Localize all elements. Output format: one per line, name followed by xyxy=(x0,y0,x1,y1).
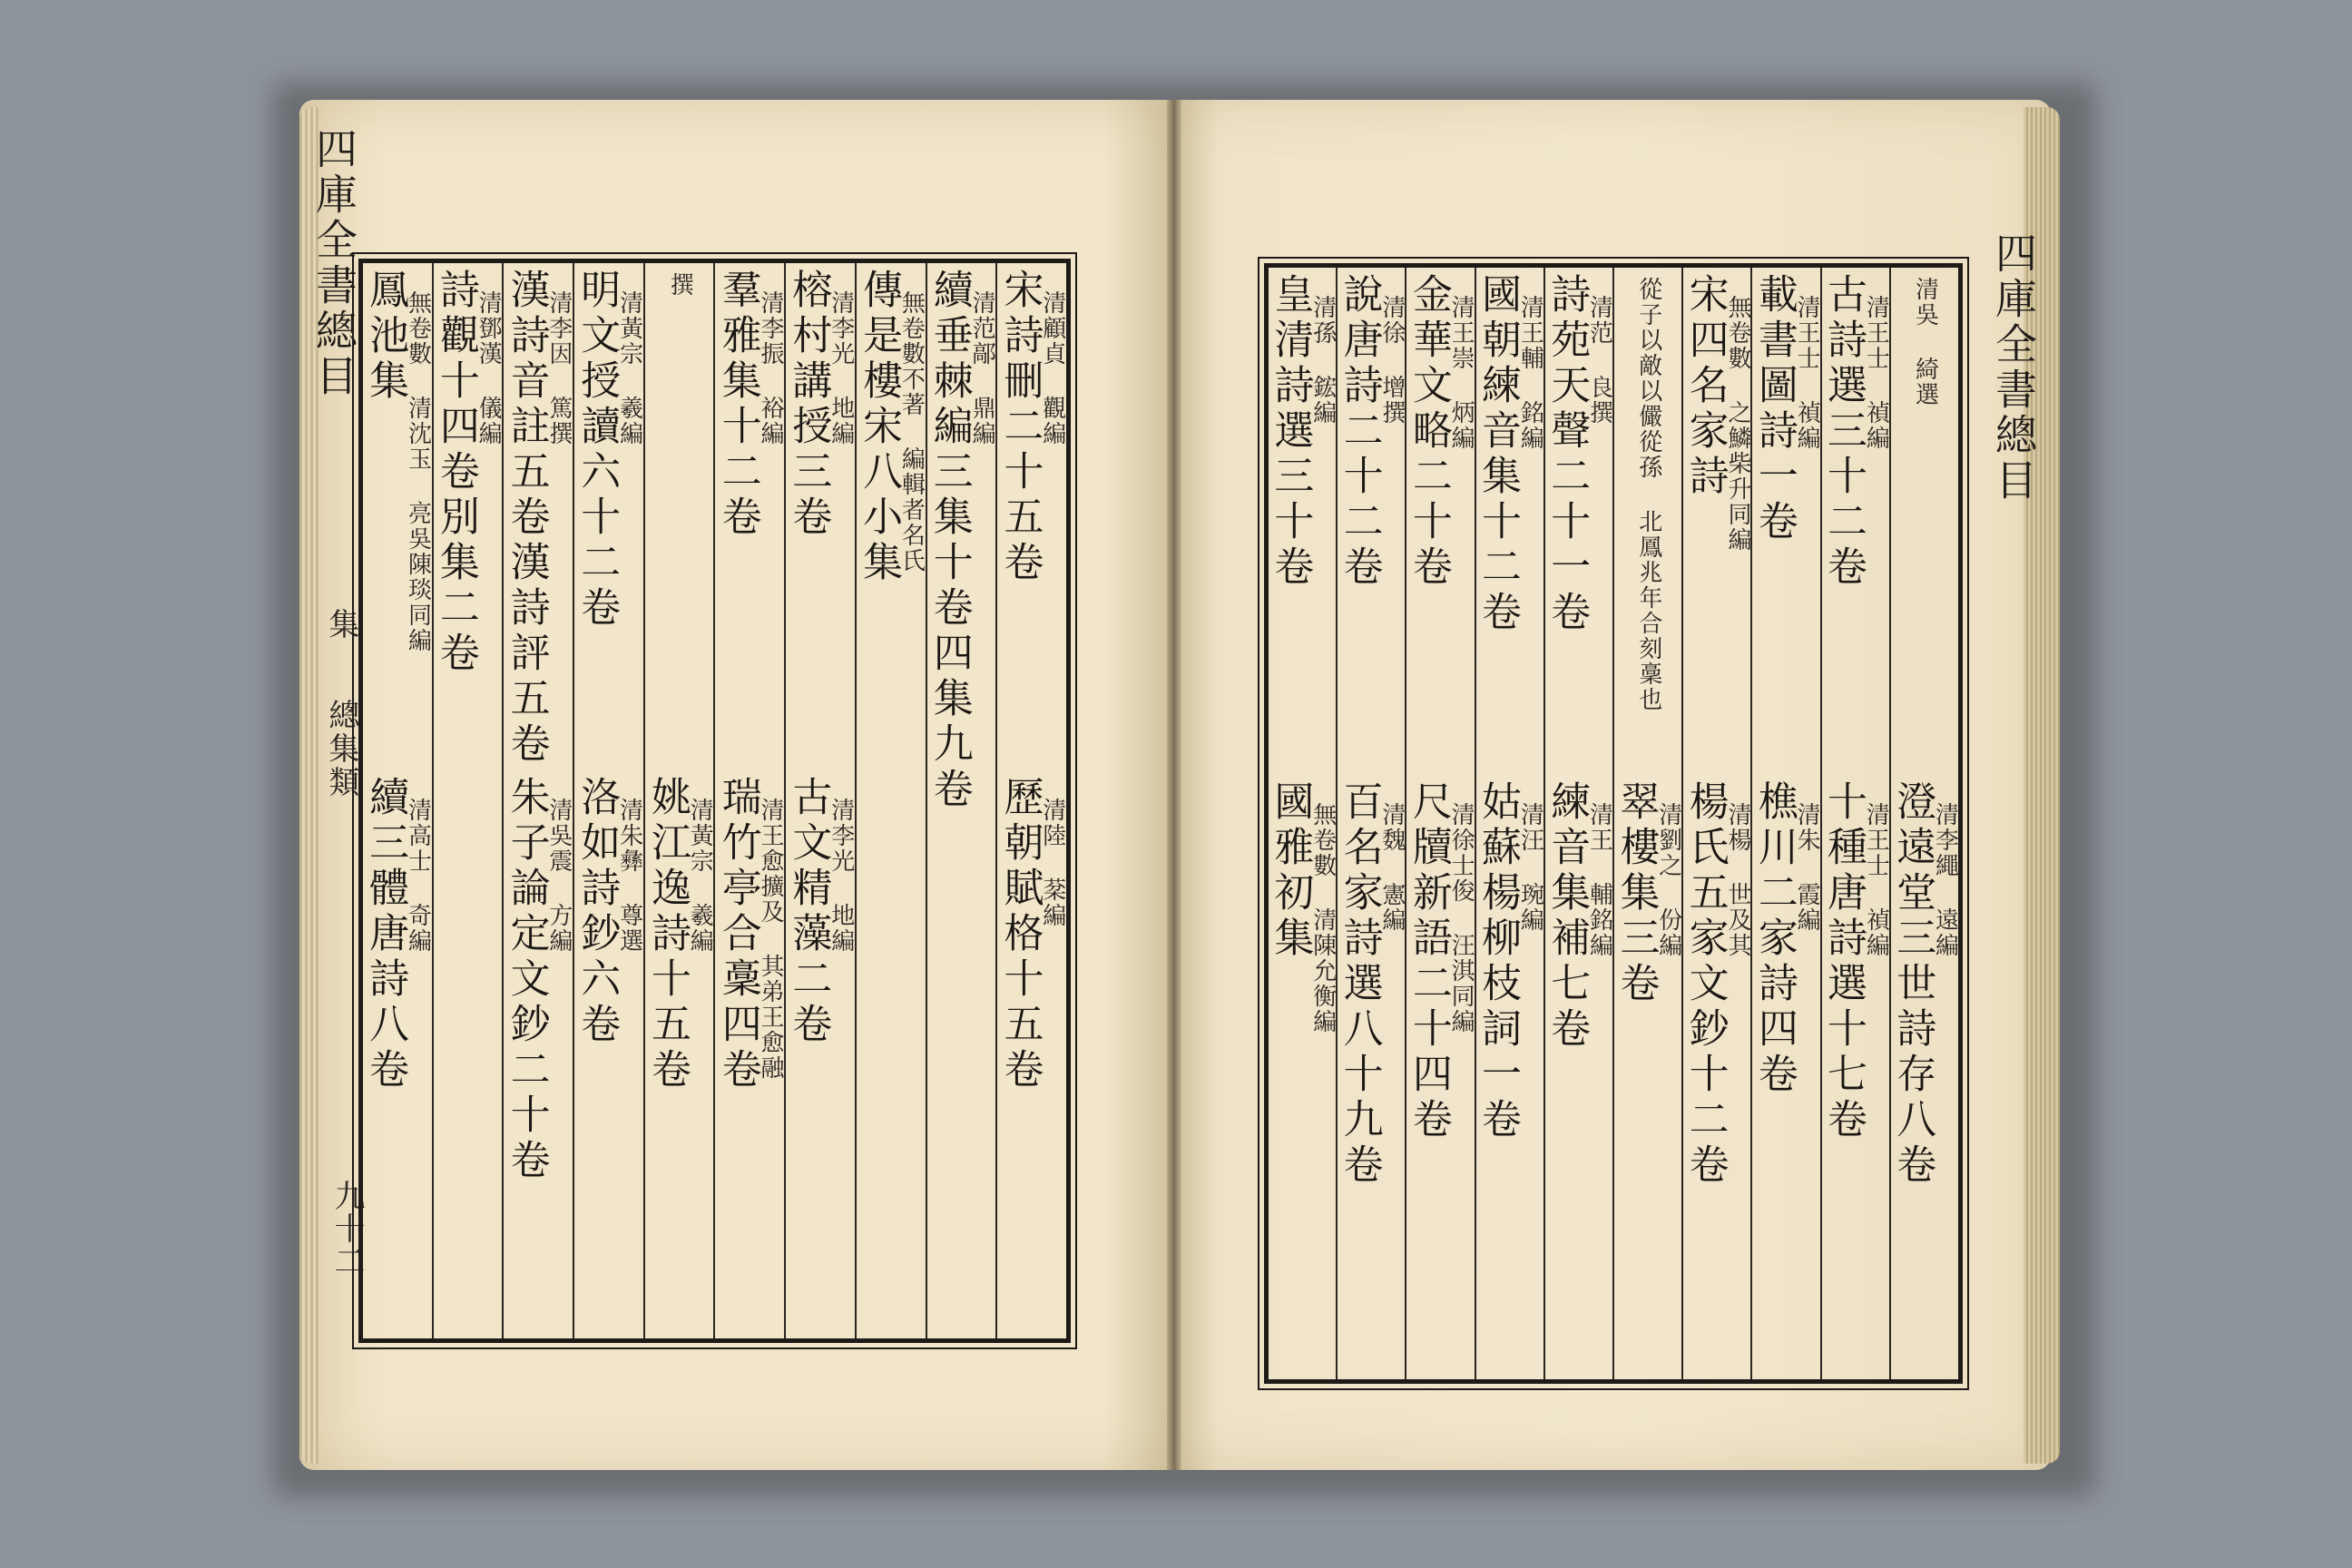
entry-title: 翠樓集三卷 xyxy=(1612,780,1660,1007)
catalog-entry xyxy=(1406,780,1474,1143)
entry-annotation: 清吳震 方編 xyxy=(544,798,573,954)
book-gutter xyxy=(1167,100,1181,1470)
catalog-entry xyxy=(1635,273,1660,712)
catalog-entry xyxy=(1911,273,1939,407)
left-margin-title: 四庫全書總目 xyxy=(309,127,358,399)
entry-annotation: 清徐士俊 汪淇同編 xyxy=(1447,802,1475,1034)
entry-title: 樵川二家詩四卷 xyxy=(1750,780,1798,1098)
entry-title: 姚江逸詩十五卷 xyxy=(643,776,691,1093)
entry-title: 明文授讀六十二卷 xyxy=(573,269,621,632)
catalog-entry xyxy=(1752,780,1819,1098)
entry-annotation: 清吳 綺選 xyxy=(1911,277,1939,407)
entry-title: 十種唐詩選十七卷 xyxy=(1820,780,1867,1143)
entry-title: 百名家詩選八十九卷 xyxy=(1336,780,1383,1189)
right-column xyxy=(1750,268,1819,1379)
left-column xyxy=(995,263,1066,1338)
entry-annotation: 清李振 裕編 xyxy=(756,290,784,446)
catalog-entry xyxy=(362,269,432,653)
catalog-entry xyxy=(503,269,573,768)
entry-annotation: 清王愈擴及 其弟王愈融 xyxy=(756,798,784,1081)
catalog-entry xyxy=(1822,780,1889,1143)
entry-annotation: 清鄧漢 儀編 xyxy=(475,290,503,446)
right-column xyxy=(1544,268,1612,1379)
right-column xyxy=(1405,268,1474,1379)
entry-title: 練音集補七卷 xyxy=(1544,780,1591,1053)
entry-annotation: 清王士 禎編 xyxy=(1793,295,1821,451)
catalog-entry xyxy=(1476,780,1544,1143)
catalog-entry xyxy=(1545,780,1612,1053)
entry-title: 載書圖詩一卷 xyxy=(1750,273,1798,545)
catalog-entry xyxy=(573,269,643,632)
left-column xyxy=(713,263,784,1338)
entry-annotation: 清范鄗 鼎編 xyxy=(968,290,996,446)
catalog-entry xyxy=(714,269,784,541)
catalog-entry xyxy=(504,776,573,1184)
catalog-entry xyxy=(645,776,714,1093)
entry-annotation: 無卷數 之鱗柴升同編 xyxy=(1723,295,1751,553)
entry-title: 鳳池集 xyxy=(362,269,409,405)
catalog-entry xyxy=(363,776,432,1093)
catalog-entry xyxy=(1683,780,1750,1189)
entry-title: 澄遠堂三世詩存八卷 xyxy=(1889,780,1936,1189)
catalog-entry xyxy=(926,269,996,813)
page-number: 九十二 xyxy=(328,1180,365,1278)
entry-annotation: 清范 良撰 xyxy=(1585,295,1613,426)
entry-annotation: 清劉之 份編 xyxy=(1654,802,1682,958)
right-margin-title: 四庫全書總目 xyxy=(1989,231,2038,504)
entry-annotation: 清高士 奇編 xyxy=(404,798,432,954)
entry-title: 瑞竹亭合稾四卷 xyxy=(714,776,761,1093)
catalog-entry xyxy=(785,269,855,541)
catalog-entry xyxy=(856,269,926,586)
entry-title: 傳是樓宋八小集 xyxy=(856,269,903,586)
entry-annotation: 清黃宗 羲編 xyxy=(686,798,714,954)
entry-title: 說唐詩二十二卷 xyxy=(1336,273,1383,591)
left-column xyxy=(573,263,643,1338)
entry-annotation: 清王輔 銘編 xyxy=(1516,295,1544,451)
catalog-entry xyxy=(574,776,643,1048)
entry-title: 國雅初集 xyxy=(1267,780,1314,962)
entry-title: 續垂棘編三集十卷四集九卷 xyxy=(926,269,973,813)
entry-annotation: 清李光 地編 xyxy=(827,798,855,954)
right-column xyxy=(1681,268,1750,1379)
right-column xyxy=(1820,268,1889,1379)
entry-annotation: 撰 xyxy=(666,272,694,298)
entry-title: 續三體唐詩八卷 xyxy=(362,776,409,1093)
left-column xyxy=(363,263,432,1338)
catalog-entry xyxy=(997,776,1066,1093)
entry-title: 洛如詩鈔六卷 xyxy=(573,776,621,1048)
entry-title: 漢詩音註五卷漢詩評五卷 xyxy=(503,269,550,768)
entry-annotation: 清魏 憲編 xyxy=(1377,802,1406,933)
catalog-entry xyxy=(1891,780,1958,1189)
left-text-frame xyxy=(358,259,1071,1343)
right-column xyxy=(1475,268,1544,1379)
catalog-entry xyxy=(1269,780,1336,1034)
catalog-entry xyxy=(1820,273,1890,591)
catalog-entry xyxy=(1267,273,1337,591)
right-column xyxy=(1612,268,1681,1379)
catalog-entry xyxy=(1338,780,1405,1189)
entry-title: 羣雅集十二卷 xyxy=(714,269,761,541)
entry-annotation: 清徐 增撰 xyxy=(1377,295,1406,426)
entry-annotation: 清王士 禎編 xyxy=(1862,295,1890,451)
right-column xyxy=(1889,268,1958,1379)
right-column xyxy=(1269,268,1336,1379)
entry-title: 國朝練音集十二卷 xyxy=(1475,273,1522,636)
left-column xyxy=(643,263,714,1338)
entry-annotation: 清孫 鋐編 xyxy=(1308,295,1337,426)
catalog-entry xyxy=(1614,780,1681,1007)
entry-annotation: 清李繩 遠編 xyxy=(1931,802,1959,958)
entry-annotation: 無卷數 清陳允衡編 xyxy=(1308,802,1337,1034)
left-column xyxy=(502,263,573,1338)
left-column xyxy=(926,263,996,1338)
entry-annotation: 清顧貞 觀編 xyxy=(1038,290,1066,446)
entry-title: 古詩選三十二卷 xyxy=(1820,273,1867,591)
entry-annotation: 清朱彝 尊選 xyxy=(615,798,643,954)
entry-annotation: 清李光 地編 xyxy=(827,290,855,446)
entry-annotation: 無卷數不著 編輯者名氏 xyxy=(897,290,926,573)
entry-annotation: 清黃宗 羲編 xyxy=(615,290,643,446)
catalog-entry xyxy=(1546,273,1611,636)
entry-annotation: 從子以敵以儼從孫 北鳳兆年合刻稾也 xyxy=(1634,277,1662,712)
entry-title: 金華文略二十卷 xyxy=(1405,273,1452,591)
catalog-entry xyxy=(1477,273,1542,636)
entry-title: 歷朝賦格十五卷 xyxy=(996,776,1044,1093)
entry-title: 姑蘇楊柳枝詞一卷 xyxy=(1475,780,1522,1143)
entry-title: 朱子論定文鈔二十卷 xyxy=(503,776,550,1184)
entry-annotation: 清汪 琬編 xyxy=(1516,802,1544,933)
entry-title: 皇清詩選三十卷 xyxy=(1267,273,1314,591)
right-text-frame xyxy=(1264,263,1963,1384)
entry-title: 古文精藻二卷 xyxy=(785,776,832,1048)
catalog-entry xyxy=(996,269,1066,586)
entry-annotation: 清王崇 炳編 xyxy=(1447,295,1475,451)
left-column xyxy=(784,263,855,1338)
catalog-entry xyxy=(1336,273,1406,591)
entry-title: 宋詩刪二十五卷 xyxy=(996,269,1044,586)
catalog-entry xyxy=(432,269,503,677)
left-section-label: 集 xyxy=(323,608,359,642)
left-column xyxy=(432,263,503,1338)
entry-annotation: 清李因 篤撰 xyxy=(544,290,573,446)
entry-title: 詩苑天聲二十一卷 xyxy=(1544,273,1591,636)
entry-annotation: 清陸 棻編 xyxy=(1038,798,1066,928)
catalog-entry xyxy=(715,776,784,1093)
entry-annotation: 清朱 霞編 xyxy=(1793,802,1821,933)
left-column xyxy=(855,263,926,1338)
catalog-entry xyxy=(786,776,855,1048)
catalog-entry xyxy=(1405,273,1475,591)
entry-title: 楊氏五家文鈔十二卷 xyxy=(1681,780,1729,1189)
entry-title: 詩觀十四卷別集二卷 xyxy=(432,269,479,677)
catalog-entry xyxy=(666,269,694,298)
entry-annotation: 清楊 世及其 xyxy=(1723,802,1751,958)
right-column xyxy=(1336,268,1405,1379)
catalog-entry xyxy=(1681,273,1751,553)
entry-title: 榕村講授三卷 xyxy=(785,269,832,541)
left-category-label: 總集類 xyxy=(323,699,359,799)
entry-annotation: 無卷數 清沈玉 亮吳陳琰同編 xyxy=(404,290,432,653)
entry-title: 尺牘新語二十四卷 xyxy=(1405,780,1452,1143)
entry-title: 宋四名家詩 xyxy=(1681,273,1729,500)
entry-annotation: 清王 輔銘編 xyxy=(1585,802,1613,958)
entry-annotation: 清王士 禎編 xyxy=(1862,802,1890,958)
catalog-entry xyxy=(1750,273,1821,545)
